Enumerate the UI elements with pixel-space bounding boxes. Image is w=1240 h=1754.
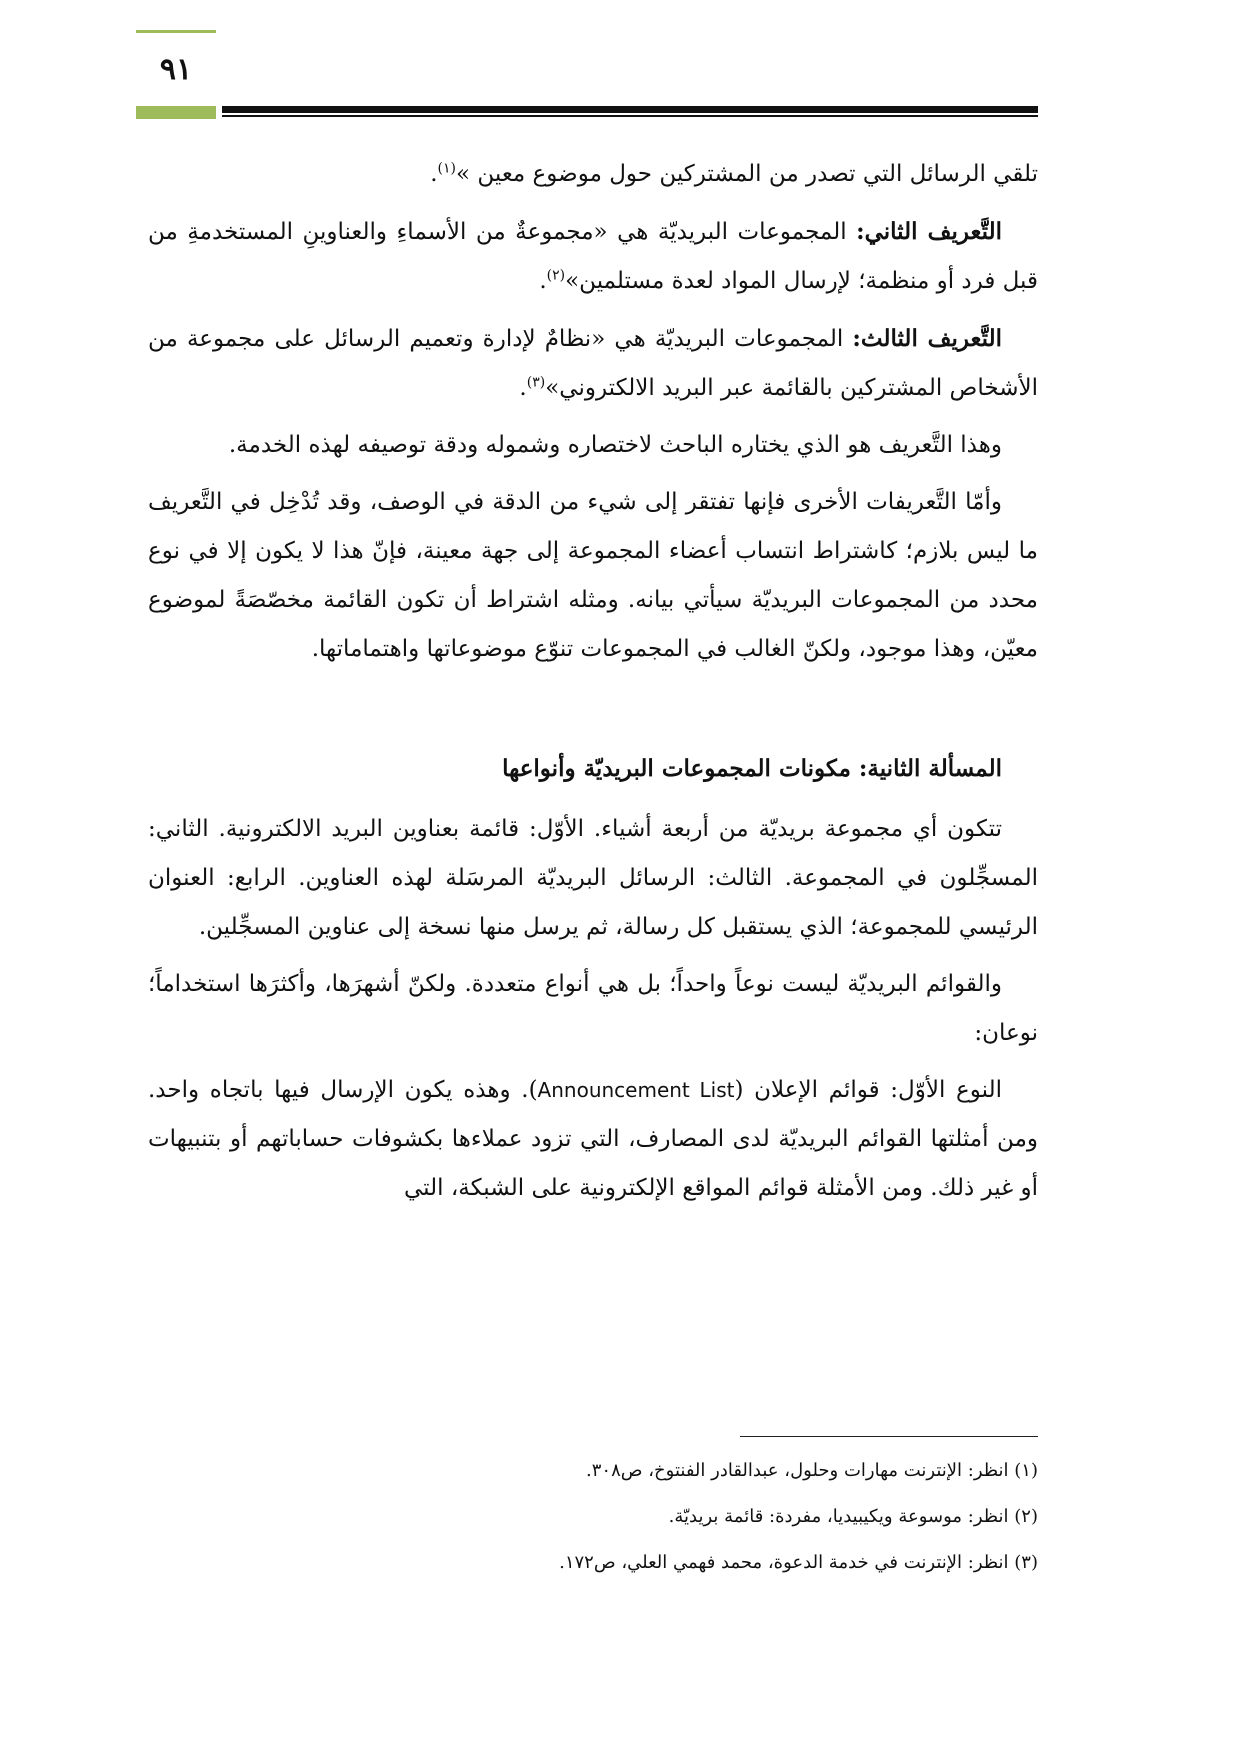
footnotes — [148, 1448, 1038, 1586]
definition-label: التَّعريف الثالث: — [852, 325, 1002, 352]
footnote-separator — [740, 1436, 1038, 1437]
page-number: ٩١ — [159, 52, 193, 87]
definition-label: التَّعريف الثاني: — [856, 218, 1002, 245]
paragraph — [148, 1066, 1038, 1213]
section-spacer — [148, 682, 1038, 744]
header-rule-thin — [222, 115, 1038, 117]
latin-term: Announcement List — [537, 1078, 735, 1102]
paragraph-text: . — [519, 375, 527, 401]
paragraph: والقوائم البريديّة ليست نوعاً واحداً؛ بل هي أنواع متعددة. ولكنّ أشهرَها، وأكثرَها استخداماً؛ نوعان: — [148, 971, 1038, 1046]
page-header — [136, 30, 216, 120]
paragraph-text: المجموعات البريديّة هي «مجموعةٌ من الأسماءِ والعناوينِ المستخدمةِ من قبل فرد أو منظمة؛ لإرسال المواد لعدة مستلمين» — [148, 219, 1038, 294]
body-text — [148, 150, 1038, 1221]
footnote: (١) انظر: الإنترنت مهارات وحلول، عبدالقادر الفنتوخ، ص٣٠٨. — [586, 1460, 1038, 1481]
paragraph — [148, 314, 1038, 413]
paragraph: وأمّا التَّعريفات الأخرى فإنها تفتقر إلى شيء من الدقة في الوصف، وقد تُدْخِل في التَّعريف ما ليس بلازم؛ كاشتراط انتساب أعضاء المجموعة إلى جهة معينة، فإنّ هذا لا يكون إلا في نوع محدد من المجموعات البريديّة سيأتي بيانه. ومثله اشتراط أن تكون القائمة مخصّصَةً لموضوع معيّن، وهذا موجود، ولكنّ الغالب في المجموعات تنوّع موضوعاتها واهتماماتها. — [148, 489, 1038, 662]
footnote-ref: (٢) — [546, 267, 566, 284]
paragraph-text: ). وهذه يكون الإرسال فيها باتجاه واحد. ومن أمثلتها القوائم البريديّة لدى المصارف، التي تزود عملاءها بكشوفات حساباتهم أو بتنبيهات أو غير ذلك. ومن الأمثلة قوائم المواقع الإلكترونية على الشبكة، التي — [148, 1077, 1038, 1201]
paragraph: تتكون أي مجموعة بريديّة من أربعة أشياء. الأوّل: قائمة بعناوين البريد الالكترونية. الثاني: المسجِّلون في المجموعة. الثالث: الرسائل البريديّة المرسَلة لهذه العناوين. الرابع: العنوان الرئيسي للمجموعة؛ الذي يستقبل كل رسالة، ثم يرسل منها نسخة إلى عناوين المسجِّلين. — [148, 816, 1038, 940]
paragraph-text: المجموعات البريديّة هي «نظامٌ لإدارة وتعميم الرسائل على مجموعة من الأشخاص المشتركين بالقائمة عبر البريد الالكتروني» — [148, 326, 1038, 401]
paragraph: وهذا التَّعريف هو الذي يختاره الباحث لاختصاره وشموله ودقة توصيفه لهذه الخدمة. — [228, 432, 1002, 458]
paragraph-text: . — [539, 268, 547, 294]
section-heading: المسألة الثانية: مكونات المجموعات البريديّة وأنواعها — [502, 755, 1002, 782]
footnote-ref: (٣) — [526, 374, 546, 391]
footnote: (٣) انظر: الإنترنت في خدمة الدعوة، محمد فهمي العلي، ص١٧٢. — [559, 1552, 1038, 1573]
header-rule — [222, 106, 1038, 113]
footnote: (٢) انظر: موسوعة ويكيبيديا، مفردة: قائمة بريديّة. — [668, 1506, 1038, 1527]
paragraph — [148, 150, 1038, 199]
paragraph-text: . — [430, 161, 438, 187]
paragraph-text: تلقي الرسائل التي تصدر من المشتركين حول موضوع معين » — [456, 161, 1038, 187]
header-accent-block — [136, 106, 216, 119]
paragraph — [148, 207, 1038, 306]
paragraph-text: النوع الأوّل: قوائم الإعلان ( — [734, 1077, 1002, 1103]
header-accent-line — [136, 30, 216, 33]
footnote-ref: (١) — [437, 160, 456, 177]
